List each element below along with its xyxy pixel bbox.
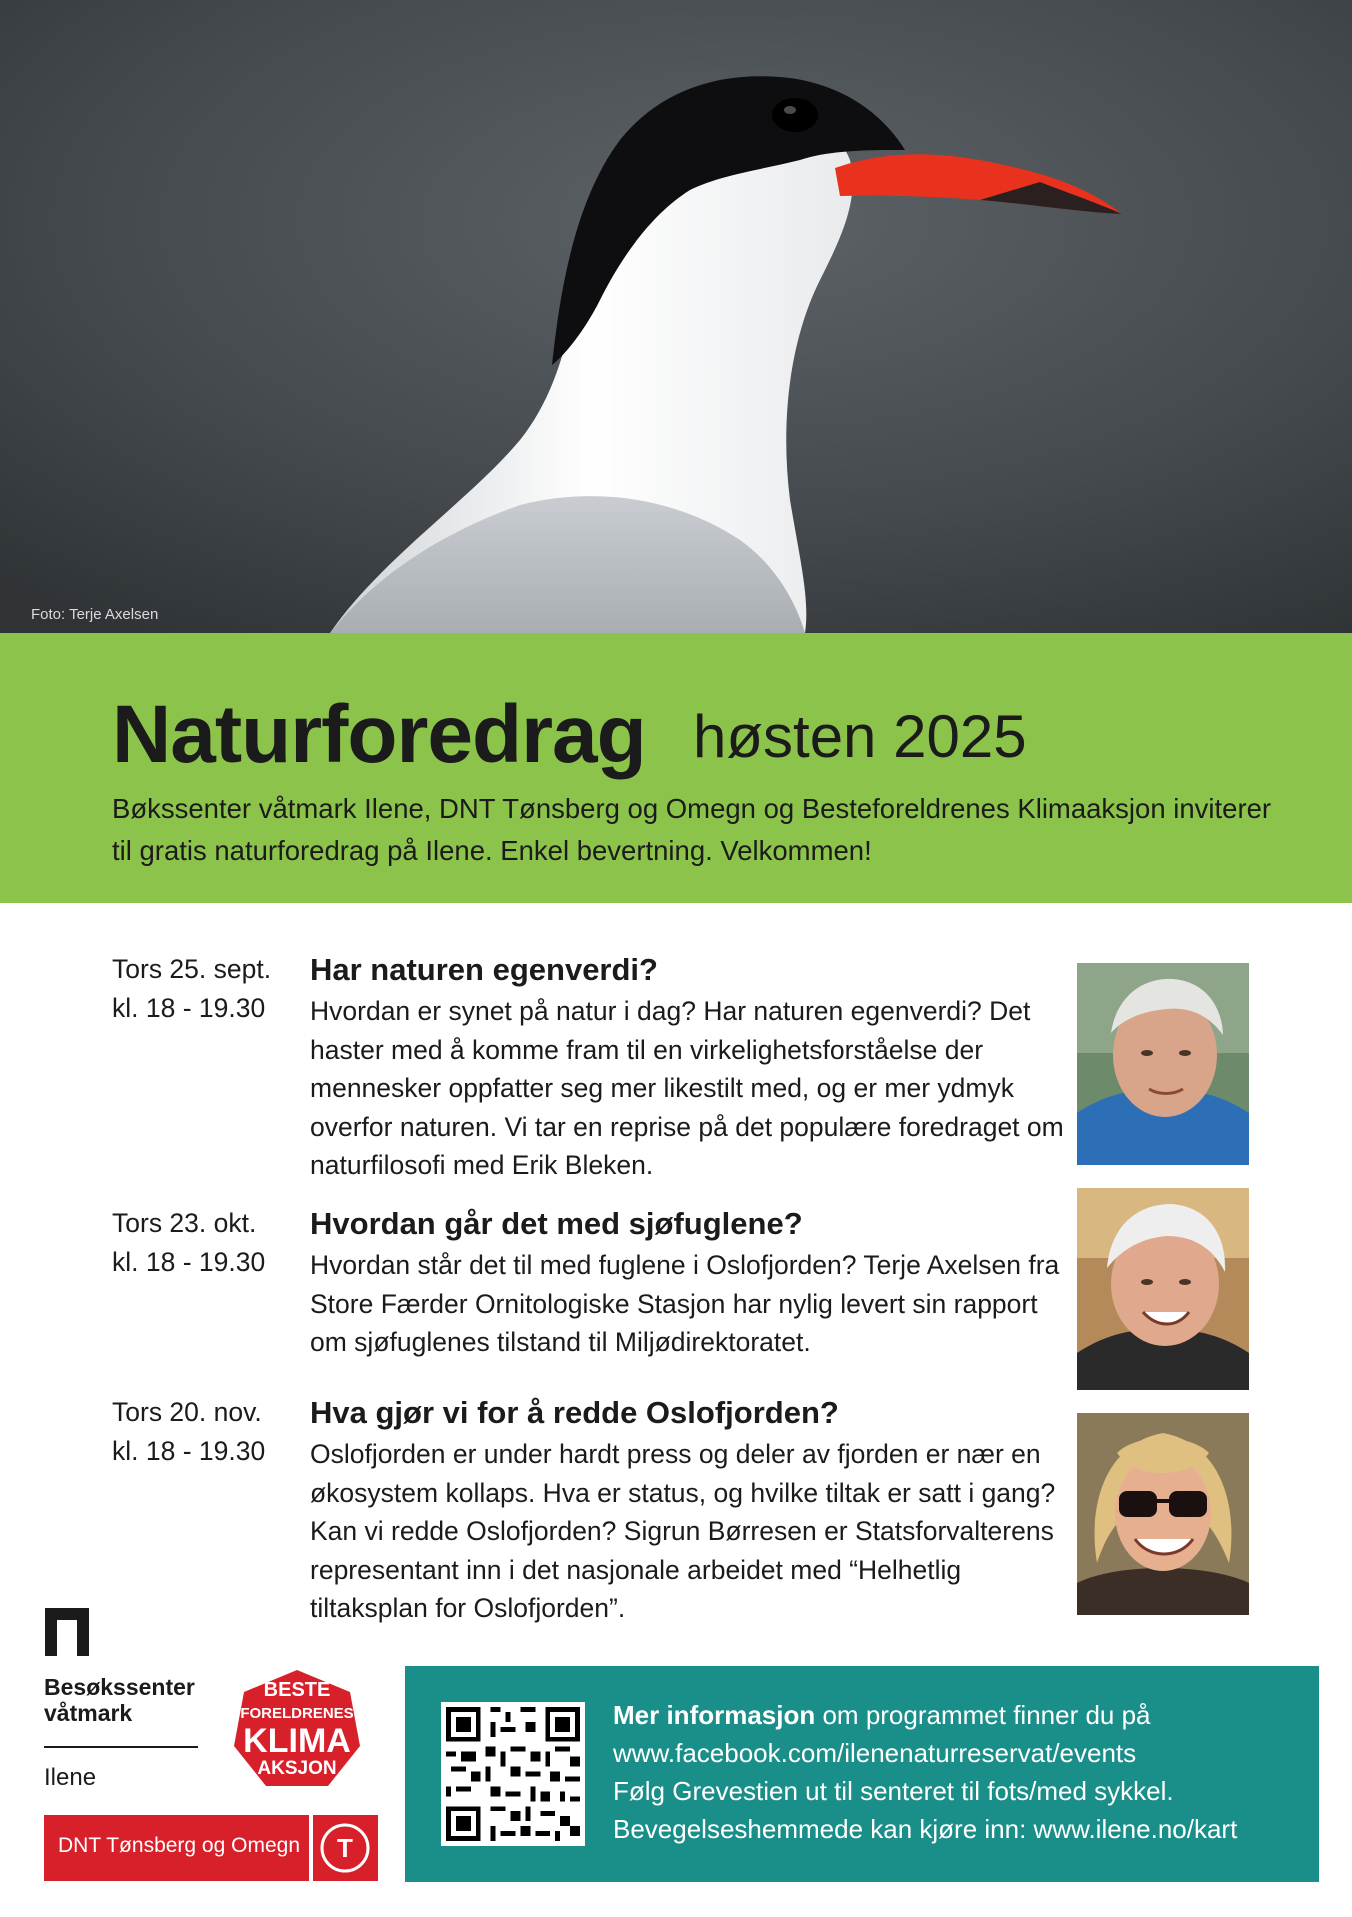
hero-photo (0, 0, 1352, 633)
divider (309, 1815, 313, 1881)
event-day: Tors 23. okt. (112, 1208, 257, 1238)
info-bold: Mer informasjon (613, 1700, 816, 1730)
svg-text:FORELDRENES: FORELDRENES (240, 1705, 354, 1722)
facebook-link[interactable]: www.facebook.com/ilenenaturreservat/events (613, 1738, 1137, 1768)
visitor-center-logo-icon (45, 1608, 89, 1656)
speaker-portrait (1077, 1188, 1249, 1390)
page-subtitle: høsten 2025 (693, 703, 1027, 770)
speaker-portrait (1077, 963, 1249, 1165)
page-title: Naturforedrag (112, 689, 646, 780)
divider (44, 1746, 198, 1748)
event-date (112, 1204, 265, 1282)
event-title: Hvordan går det med sjøfuglene? (310, 1206, 803, 1241)
event-time: kl. 18 - 19.30 (112, 993, 266, 1023)
info-text (613, 1696, 1303, 1848)
event-description: Hvordan er synet på natur i dag? Har naturen egenverdi? Det haster med å komme fram til en virkelighetsforståelse der mennesker oppfatter seg mer likestilt med, og er mer ydmyk overfor naturen. Vi tar en reprise på det populære foredraget om naturfilosofi med Erik Bleken. (310, 996, 1064, 1180)
speaker-portrait (1077, 1413, 1249, 1615)
dnt-logo-bar (44, 1815, 378, 1881)
qr-code[interactable] (441, 1702, 585, 1846)
event-title: Hva gjør vi for å redde Oslofjorden? (310, 1395, 839, 1430)
photo-credit: Foto: Terje Axelsen (31, 606, 159, 623)
svg-text:KLIMA: KLIMA (243, 1722, 351, 1760)
event-time: kl. 18 - 19.30 (112, 1247, 266, 1277)
event-title: Har naturen egenverdi? (310, 952, 658, 987)
event-time: kl. 18 - 19.30 (112, 1436, 266, 1466)
visitor-center-place: Ilene (44, 1764, 97, 1791)
dnt-logo-icon (320, 1823, 370, 1873)
info-box (405, 1666, 1319, 1882)
info-line-1: Mer informasjon om programmet finner du på (613, 1700, 1151, 1730)
event-day: Tors 20. nov. (112, 1397, 262, 1427)
intro-text: Bøkssenter våtmark Ilene, DNT Tønsberg og Omegn og Besteforeldrenes Klimaaksjon inviterer til gratis naturforedrag på Ilene. Enkel bevertning. Velkommen! (112, 793, 1272, 866)
dnt-label: DNT Tønsberg og Omegn (58, 1834, 300, 1857)
event-day: Tors 25. sept. (112, 954, 272, 984)
event-date (112, 950, 271, 1028)
event-date (112, 1393, 265, 1471)
info-line-4[interactable]: Bevegelseshemmede kan kjøre inn: www.ilene.no/kart (613, 1814, 1238, 1844)
qr-code-icon (441, 1702, 585, 1846)
klimaaksjon-logo-icon (232, 1668, 362, 1792)
event-description: Oslofjorden er under hardt press og deler av fjorden er nær en økosystem kollaps. Hva er status, og hvilke tiltak er satt i gang? Kan vi redde Oslofjorden? Sigrun Børresen er Statsforvalterens representant inn i det nasjonale arbeidet med “Helhetlig tiltaksplan for Oslofjorden”. (310, 1439, 1056, 1623)
event-description: Hvordan står det til med fuglene i Oslofjorden? Terje Axelsen fra Store Færder Ornitologiske Stasjon har nylig levert sin rapport om sjøfuglenes tilstand til Miljødirektoratet. (310, 1250, 1060, 1357)
visitor-center-name: Besøkssenter våtmark (44, 1674, 195, 1726)
svg-text:AKSJON: AKSJON (257, 1758, 337, 1779)
tern-illustration (0, 0, 1352, 633)
info-line-3: Følg Grevestien ut til senteret til fots/med sykkel. (613, 1776, 1174, 1806)
svg-text:T: T (337, 1833, 353, 1863)
svg-text:BESTE: BESTE (263, 1679, 331, 1701)
